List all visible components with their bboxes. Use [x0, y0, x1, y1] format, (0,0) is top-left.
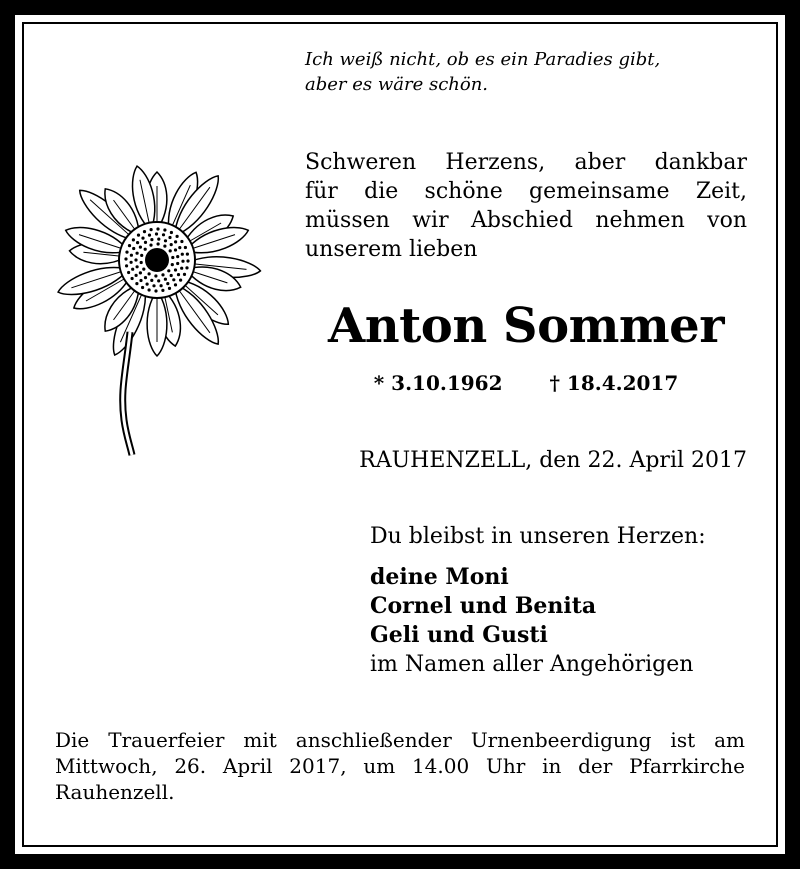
sunflower-seed — [148, 272, 151, 275]
sunflower-seed — [176, 262, 179, 265]
sunflower-seed — [135, 282, 138, 285]
sunflower-seed — [176, 235, 179, 238]
sunflower-seed — [132, 238, 135, 241]
sunflower-seed — [186, 259, 189, 262]
intro-line: Schweren Herzens, aber dankbar — [305, 150, 747, 175]
sunflower-seed — [162, 233, 165, 236]
sunflower-seed — [174, 268, 177, 271]
sunflower-seed — [163, 228, 166, 231]
sunflower-seed — [184, 246, 187, 249]
sunflower-seed — [136, 241, 139, 244]
sunflower-seed — [146, 283, 149, 286]
mourners-closing: im Namen aller Angehörigen — [370, 652, 694, 677]
sunflower-seed — [174, 283, 177, 286]
sunflower-seed — [136, 265, 139, 268]
sunflower-seed — [180, 267, 183, 270]
motto-quote — [305, 47, 755, 97]
sunflower-seed — [143, 230, 146, 233]
sunflower-core — [145, 248, 169, 272]
sunflower-seed — [157, 279, 160, 282]
sunflower-seed — [157, 238, 160, 241]
sunflower-seed — [177, 273, 180, 276]
sunflower-seed — [150, 238, 153, 241]
sunflower-seed — [131, 277, 134, 280]
sunflower-seed — [171, 256, 174, 259]
mourner-name: Cornel und Benita — [370, 593, 597, 619]
funeral-notice — [55, 727, 745, 805]
intro-text — [305, 148, 747, 264]
sunflower-seed — [154, 289, 157, 292]
sunflower-seed — [130, 254, 133, 257]
sunflower-seed — [130, 261, 133, 264]
sunflower-seed — [137, 234, 140, 237]
sunflower-seed — [124, 257, 127, 260]
sunflower-seed — [144, 248, 147, 251]
sunflower-seed — [170, 274, 173, 277]
sunflower-seed — [169, 249, 172, 252]
sunflower-seed — [163, 245, 166, 248]
sunflower-seed — [148, 234, 151, 237]
sunflower-seed — [168, 236, 171, 239]
sunflower-seed — [140, 261, 143, 264]
sunflower-seed — [174, 240, 177, 243]
sunflower-seed — [161, 289, 164, 292]
sunflower-seed — [142, 268, 145, 271]
motto-line: aber es wäre schön. — [305, 74, 489, 95]
sunflower-seed — [174, 248, 177, 251]
sunflower-seed — [185, 266, 188, 269]
sunflower-seed — [183, 273, 186, 276]
sunflower-seed — [152, 284, 155, 287]
intro-line: für die schöne gemeinsame Zeit, — [305, 179, 747, 204]
sunflower-seed — [125, 264, 128, 267]
sunflower-seed — [135, 274, 138, 277]
intro-line: unserem lieben — [305, 237, 478, 262]
sunflower-seed — [139, 279, 142, 282]
sunflower-seed — [141, 286, 144, 289]
mourners-heading: Du bleibst in unseren Herzen: — [370, 524, 706, 549]
place-date: RAUHENZELL, den 22. April 2017 — [359, 448, 747, 473]
sunflower-seed — [156, 227, 159, 230]
sunflower-seed — [170, 243, 173, 246]
sunflower-seed — [178, 246, 181, 249]
sunflower-seed — [132, 247, 135, 250]
deceased-name: Anton Sommer — [327, 298, 725, 354]
sunflower-seed — [148, 288, 151, 291]
sunflower-seed — [144, 276, 147, 279]
sunflower-seed — [172, 278, 175, 281]
motto-line: Ich weiß nicht, ob es ein Paradies gibt, — [305, 49, 661, 70]
sunflower-seed — [164, 239, 167, 242]
sunflower-seed — [168, 287, 171, 290]
sunflower-seed — [139, 246, 142, 249]
mourner-name: Geli und Gusti — [370, 622, 548, 648]
sunflower-seed — [157, 242, 160, 245]
death-date: † 18.4.2017 — [549, 371, 679, 395]
funeral-line: Mittwoch, 26. April 2017, um 14.00 Uhr in der Pfarrkirche — [55, 754, 745, 778]
sunflower-seed — [150, 228, 153, 231]
sunflower-seed — [131, 268, 134, 271]
sunflower-seed — [167, 269, 170, 272]
sunflower-seed — [139, 271, 142, 274]
sunflower-seed — [149, 244, 152, 247]
mourner-name: deine Moni — [370, 564, 509, 590]
funeral-line: Die Trauerfeier mit anschließender Urnenbeerdigung ist am — [55, 728, 745, 752]
sunflower-seed — [181, 253, 184, 256]
intro-line: müssen wir Abschied nehmen von — [305, 208, 747, 233]
sunflower-seed — [180, 240, 183, 243]
life-dates — [305, 368, 747, 398]
sunflower-icon — [50, 150, 265, 460]
sunflower-seed — [166, 282, 169, 285]
funeral-line: Rauhenzell. — [55, 780, 175, 804]
mourners-block — [370, 522, 750, 679]
birth-date: * 3.10.1962 — [373, 371, 503, 395]
sunflower-seed — [141, 237, 144, 240]
sunflower-seed — [186, 253, 189, 256]
sunflower-seed — [160, 284, 163, 287]
sunflower-seed — [128, 244, 131, 247]
sunflower-seed — [164, 278, 167, 281]
sunflower-seed — [136, 252, 139, 255]
sunflower-seed — [127, 271, 130, 274]
sunflower-seed — [134, 258, 137, 261]
sunflower-seed — [150, 279, 153, 282]
sunflower-seed — [176, 255, 179, 258]
sunflower-seed — [144, 241, 147, 244]
sunflower-seed — [154, 274, 157, 277]
sunflower-seed — [170, 231, 173, 234]
sunflower-seed — [181, 260, 184, 263]
sunflower-seed — [161, 273, 164, 276]
sunflower-seed — [179, 279, 182, 282]
sunflower-seed — [125, 251, 128, 254]
sunflower-seed — [140, 254, 143, 257]
sunflower-seed — [155, 232, 158, 235]
sunflower-seed — [171, 263, 174, 266]
